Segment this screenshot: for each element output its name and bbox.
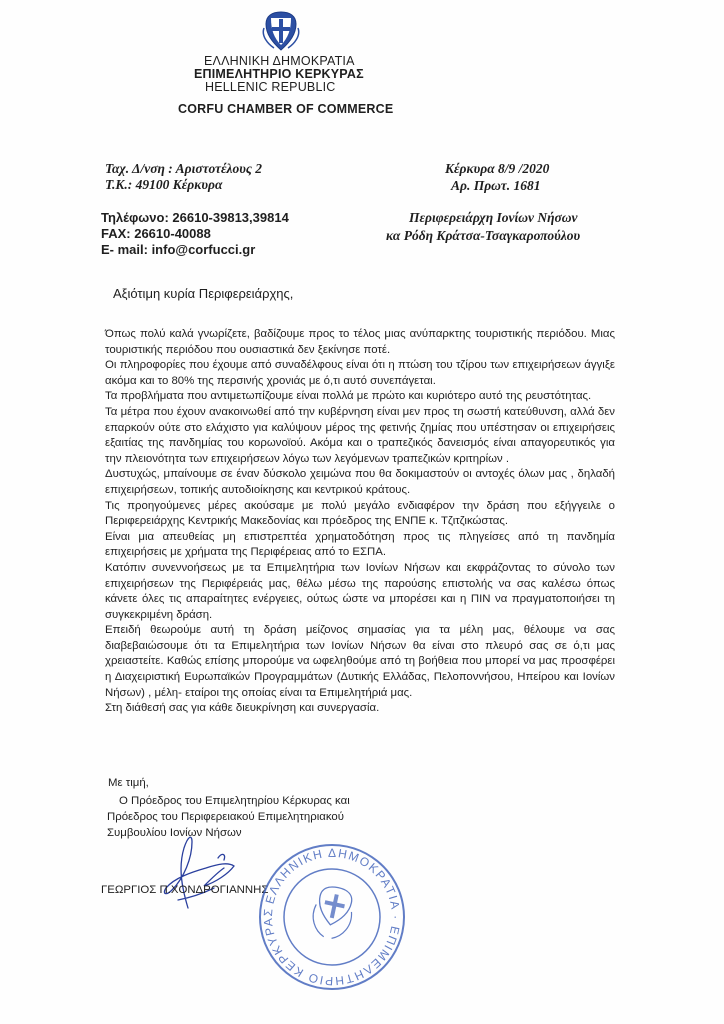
recipient-title: Περιφερειάρχη Ιονίων Νήσων [409,210,578,225]
postal-code: Τ.Κ.: 49100 Κέρκυρα [105,177,223,192]
paragraph: Τις προηγούμενες μέρες ακούσαμε με πολύ μεγάλο ενδιαφέρον την δράση που εξήγγειλε ο Περιφερειάρχης Κεντρικής Μακεδονίας και πρόεδρος της ΕΝΠΕ κ. Τζιτζικώστας. [105,499,615,528]
signature-icon [158,828,248,910]
official-stamp-icon [252,842,412,992]
paragraph: Δυστυχώς, μπαίνουμε σε έναν δύσκολο χειμώνα που θα δοκιμαστούν οι αντοχές όλων μας , δηλαδή επιχειρήσεων, τοπικής αυτοδιοίκησης και κεντρικού κράτους. [105,468,615,496]
letterhead-republic-gr: ΕΛΛΗΝΙΚΗ ΔΗΜΟΚΡΑΤΙΑ [204,54,355,68]
paragraph: Είναι μια απευθείας μη επιστρεπτέα χρηματοδότηση προς τις πληγείσες από τη πανδημία επιχειρήσεις με χρήματα της Περιφέρειας από το ΕΣΠΑ. [105,530,615,559]
phone-number: Τηλέφωνο: 26610-39813,39814 [101,210,289,225]
coat-of-arms-icon [262,10,300,52]
paragraph: Τα μέτρα που έχουν ανακοινωθεί από την κυβέρνηση είναι μεν προς τη σωστή κατεύθυνση, αλλά δεν επαρκούν ούτε στο ελάχιστο για καλύψουν μέρος της φετινής ζημίας που υπέστησαν οι επιχειρήσεις εξαιτίας της πανδημίας του κορωνοϊού. Ακόμα και ο τραπεζικός δανεισμός είναι απαγορευτικός για την πλειονότητα των επιχειρήσεων λόγω των λεγόμενων τραπεζικών κριτηρίων . [105,405,615,465]
paragraph: Τα προβλήματα που αντιμετωπίζουμε είναι πολλά με πρώτο και κυριότερο αυτό της ρευστότητας. [105,390,592,403]
closing-regards: Με τιμή, [108,777,149,789]
fax-number: FAX: 26610-40088 [101,226,211,241]
paragraph: Επειδή θεωρούμε αυτή τη δράση μείζονος σημασίας για τα μέλη μας, θέλουμε να σας διαβεβαιώσουμε ότι τα Επιμελητήρια των Ιονίων Νήσων θα είναι στο πλευρό σας σε ό,τι μας χρειαστείτε. Καθώς επίσης μπορούμε να ωφεληθούμε από τη βοήθεια που μπορεί να μας προσφέρει η Διαχειριστική Ευρωπαϊκών Προγραμμάτων (Δυτικής Ελλάδας, Πελοποννήσου, Ηπείρου και Ιονίων Νήσων) , μέλη- εταίροι της οποίας είναι τα Επιμελητήριά μας. [105,624,615,699]
recipient-name: κα Ρόδη Κράτσα-Τσαγκαροπούλου [386,228,581,243]
postal-address: Ταχ. Δ/νση : Αριστοτέλους 2 [105,161,263,176]
signer-role-3: Συμβουλίου Ιονίων Νήσων [107,827,242,839]
signer-name: ΓΕΩΡΓΙΟΣ Π.ΧΟΝΔΡΟΓΙΑΝΝΗΣ [101,884,269,896]
paragraph: Οι πληροφορίες που έχουμε από συναδέλφους είναι ότι η πτώση του τζίρου των επιχειρήσεων άγγιξε ακόμα και το 80% της περσινής χρονιάς με ό,τι αυτό συνεπάγεται. [105,359,615,387]
letterhead-chamber-en: CORFU CHAMBER OF COMMERCE [178,102,394,116]
svg-text:ΕΛΛΗΝΙΚΗ ΔΗΜΟΚΡΑΤΙΑ · ΕΠΙΜΕΛΗΤ: ΕΛΛΗΝΙΚΗ ΔΗΜΟΚΡΑΤΙΑ · ΕΠΙΜΕΛΗΤΗΡΙΟ ΚΕΡΚΥΡΑΣ [260,845,404,989]
letter-body [105,327,615,717]
letterhead-republic-en: HELLENIC REPUBLIC [205,80,336,94]
date-line: Κέρκυρα 8/9 /2020 [445,161,550,176]
signer-role-2: Πρόεδρος του Περιφερειακού Επιμελητηριακού [107,811,344,823]
letterhead-chamber-gr: ΕΠΙΜΕΛΗΤΗΡΙΟ ΚΕΡΚΥΡΑΣ [194,67,364,81]
paragraph: Όπως πολύ καλά γνωρίζετε, βαδίζουμε προς το τέλος μιας ανύπαρκτης τουριστικής περιόδου. Μιας τουριστικής περιόδου που ουσιαστικά δεν ξεκίνησε ποτέ. [105,328,615,356]
paragraph: Κατόπιν συνεννοήσεως με τα Επιμελητήρια των Ιονίων Νήσων και εκφράζοντας το σύνολο των επιχειρήσεων της Περιφέρειάς μας, θέλω μέσω της παρούσης επιστολής να σας καλέσω όπως κάνετε όλες τις απαραίτητες ενέργειες, ούτως ώστε να μπορέσει και η ΠΙΝ να πραγματοποιήσει τη συγκεκριμένη δράση. [105,561,615,621]
protocol-number: Αρ. Πρωτ. 1681 [451,178,541,193]
signer-role-1: Ο Πρόεδρος του Επιμελητηρίου Κέρκυρας και [119,795,350,807]
salutation: Αξιότιμη κυρία Περιφερειάρχης, [113,286,294,301]
email-address: E- mail: info@corfucci.gr [101,242,256,257]
paragraph: Στη διάθεσή σας για κάθε διευκρίνηση και συνεργασία. [105,702,380,715]
